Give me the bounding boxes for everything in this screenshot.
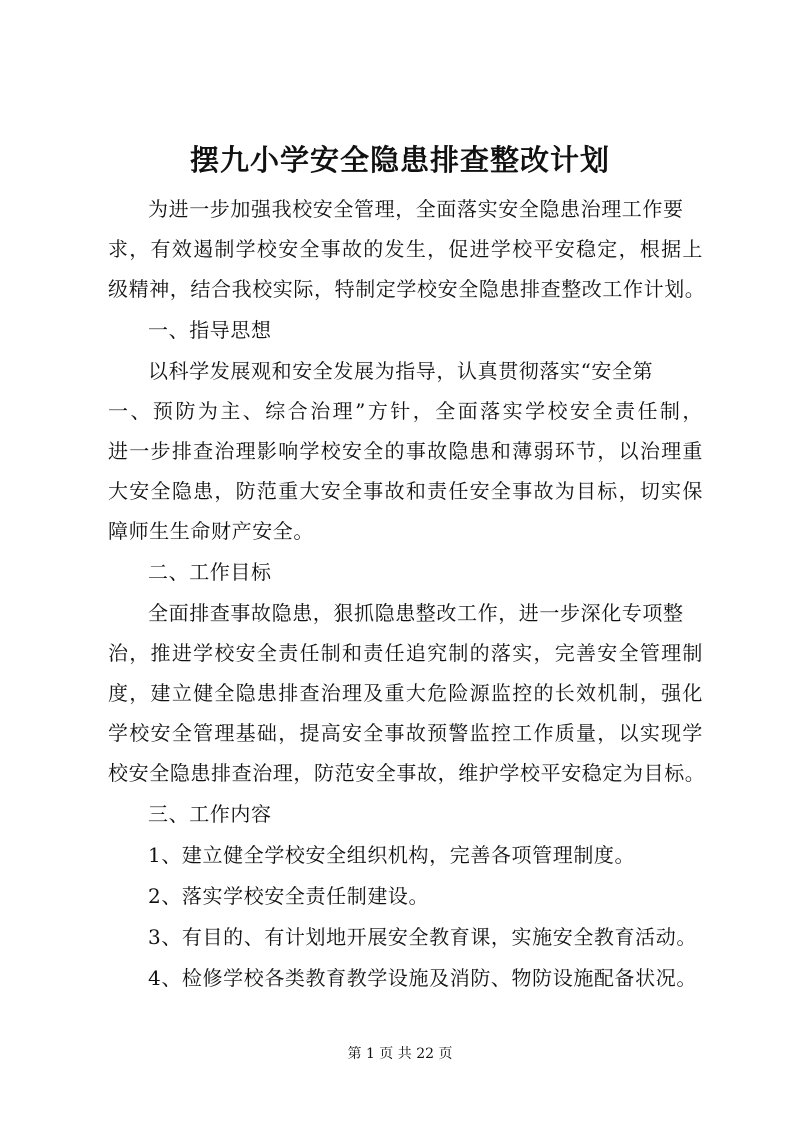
paragraph-goals-line-1: 全面排查事故隐患，狠抓隐患整改工作，进一步深化专项整 (148, 601, 684, 625)
paragraph-guiding-line-2: 一、预防为主、综合治理”方针，全面落实学校安全责任制， (108, 399, 703, 423)
paragraph-goals-line-5: 校安全隐患排查治理，防范安全事故，维护学校平安稳定为目标。 (108, 761, 706, 785)
paragraph-intro-line-2: 求，有效遏制学校安全事故的发生，促进学校平安稳定，根据上 (108, 237, 703, 261)
paragraph-goals-line-4: 学校安全管理基础，提高安全事故预警监控工作质量，以实现学 (108, 721, 703, 745)
paragraph-guiding-line-4: 大安全隐患，防范重大安全事故和责任安全事故为目标，切实保 (108, 479, 703, 503)
paragraph-guiding-line-1: 以科学发展观和安全发展为指导，认真贯彻落实“安全第 (148, 359, 654, 383)
paragraph-goals-line-2: 治，推进学校安全责任制和责任追究制的落实，完善安全管理制 (108, 641, 703, 665)
paragraph-goals-line-3: 度，建立健全隐患排查治理及重大危险源监控的长效机制，强化 (108, 681, 703, 705)
section-heading-work-content: 三、工作内容 (148, 802, 272, 826)
section-heading-work-goals: 二、工作目标 (148, 560, 272, 584)
content-item-4: 4、检修学校各类教育教学设施及消防、物防设施配备状况。 (148, 966, 697, 990)
paragraph-guiding-line-3: 进一步排查治理影响学校安全的事故隐患和薄弱环节，以治理重 (108, 439, 703, 463)
content-item-1: 1、建立健全学校安全组织机构，完善各项管理制度。 (148, 843, 636, 867)
paragraph-intro-line-3: 级精神，结合我校实际，特制定学校安全隐患排查整改工作计划。 (108, 277, 706, 301)
paragraph-guiding-line-5: 障师生生命财产安全。 (108, 519, 314, 543)
content-item-3: 3、有目的、有计划地开展安全教育课，实施安全教育活动。 (148, 925, 697, 949)
section-heading-guiding-ideology: 一、指导思想 (148, 318, 272, 342)
document-title: 摆九小学安全隐患排查整改计划 (189, 143, 610, 177)
page-footer: 第 1 页 共 22 页 (347, 1046, 453, 1062)
content-item-2: 2、落实学校安全责任制建设。 (148, 884, 430, 908)
paragraph-intro-line-1: 为进一步加强我校安全管理，全面落实安全隐患治理工作要 (148, 197, 684, 221)
